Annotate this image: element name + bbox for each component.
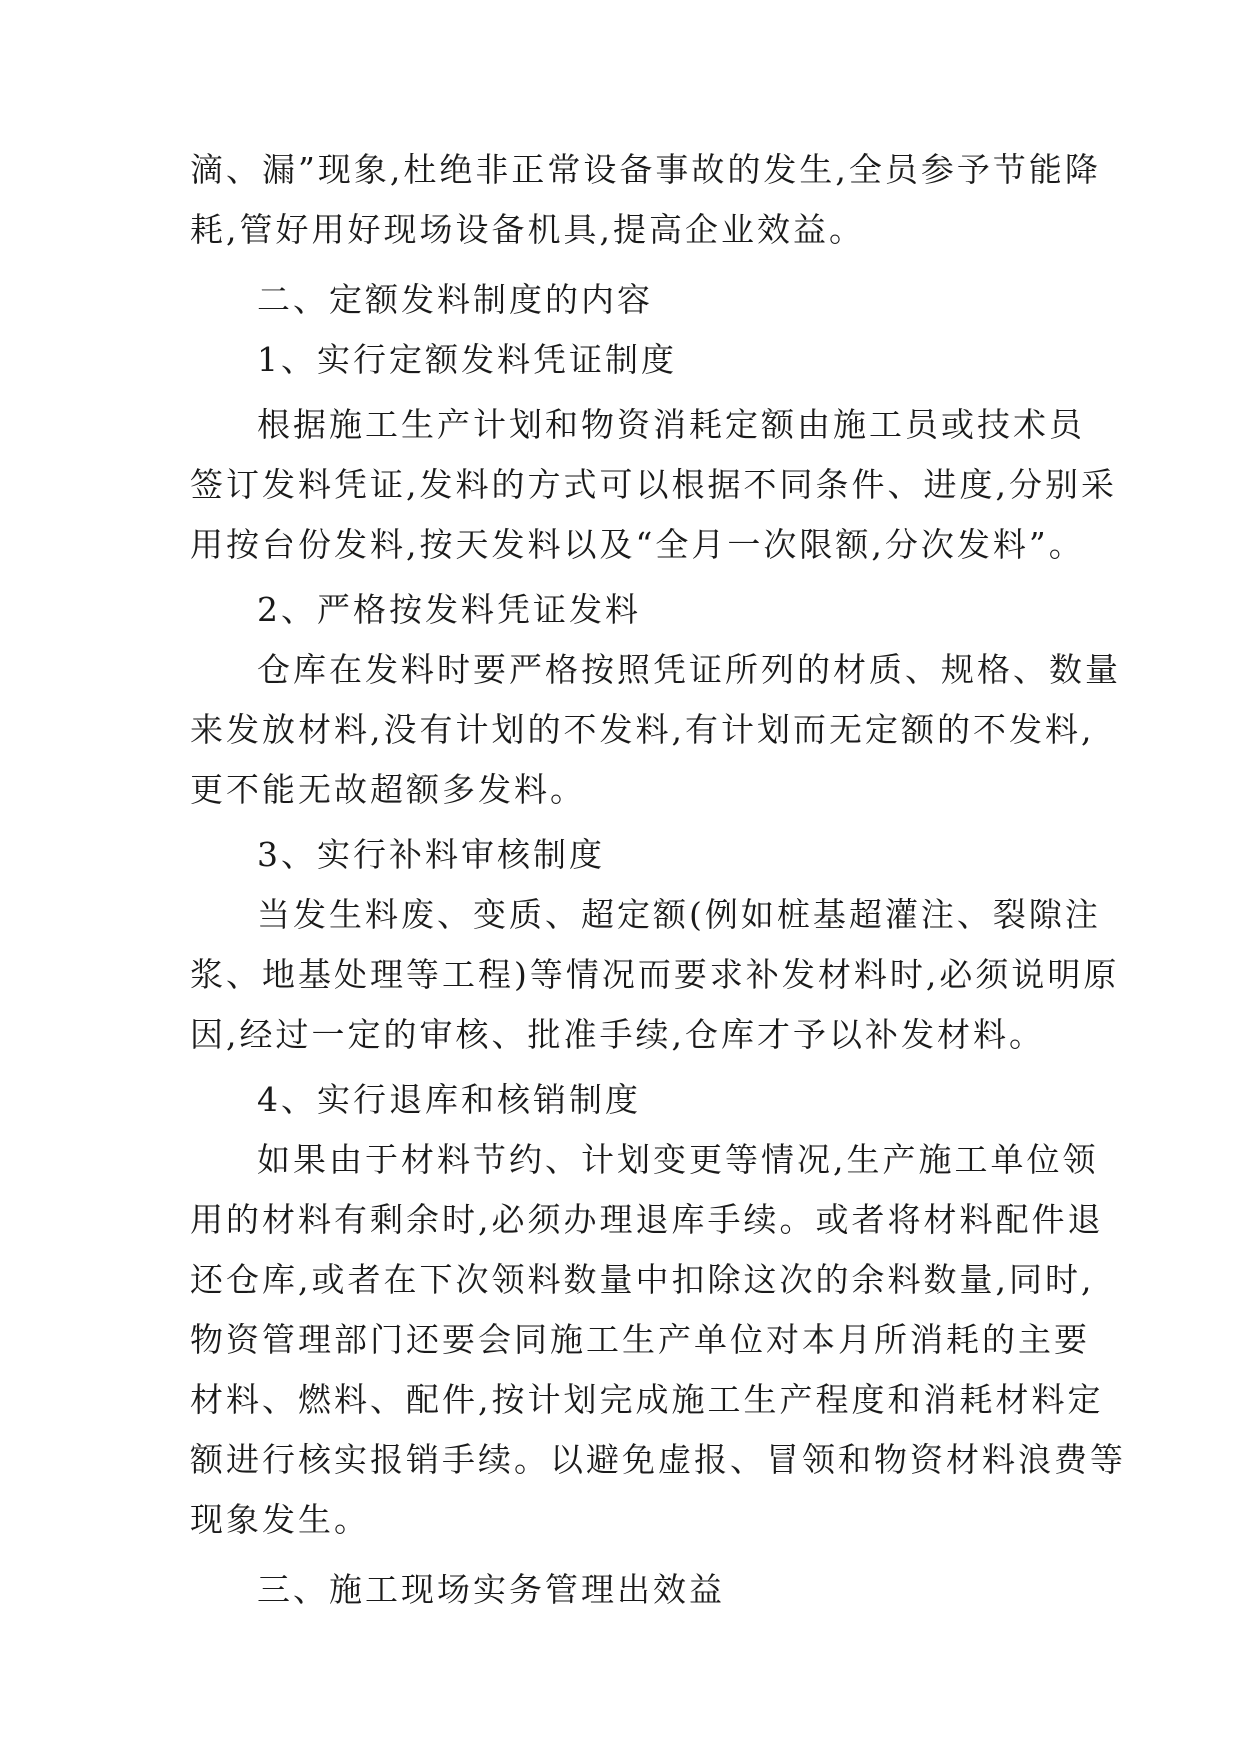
text-line: 浆、地基处理等工程)等情况而要求补发材料时,必须说明原 [190, 955, 1120, 994]
paragraph-first-line: 仓库在发料时要严格按照凭证所列的材质、规格、数量 [257, 650, 1121, 689]
text-line: 耗,管好用好现场设备机具,提高企业效益。 [190, 210, 865, 249]
text-line: 用按台份发料,按天发料以及“全月一次限额,分次发料”。 [190, 525, 1085, 564]
text-line: 材料、燃料、配件,按计划完成施工生产程度和消耗材料定 [190, 1380, 1104, 1419]
section-heading: 三、施工现场实务管理出效益 [257, 1570, 725, 1609]
text-line: 物资管理部门还要会同施工生产单位对本月所消耗的主要 [190, 1320, 1090, 1359]
text-line: 还仓库,或者在下次领料数量中扣除这次的余料数量,同时, [190, 1260, 1095, 1299]
subsection-heading: 2、严格按发料凭证发料 [257, 590, 641, 629]
paragraph-first-line: 根据施工生产计划和物资消耗定额由施工员或技术员 [257, 405, 1085, 444]
section-heading: 二、定额发料制度的内容 [257, 280, 653, 319]
text-line: 现象发生。 [190, 1500, 370, 1539]
paragraph-first-line: 如果由于材料节约、计划变更等情况,生产施工单位领 [257, 1140, 1099, 1179]
subsection-heading: 3、实行补料审核制度 [257, 835, 605, 874]
text-line: 因,经过一定的审核、批准手续,仓库才予以补发材料。 [190, 1015, 1045, 1054]
text-line: 更不能无故超额多发料。 [190, 770, 586, 809]
text-line: 额进行核实报销手续。以避免虚报、冒领和物资材料浪费等 [190, 1440, 1126, 1479]
subsection-heading: 1、实行定额发料凭证制度 [257, 340, 677, 379]
text-line: 滴、漏”现象,杜绝非正常设备事故的发生,全员参予节能降 [190, 150, 1101, 189]
paragraph-first-line: 当发生料废、变质、超定额(例如桩基超灌注、裂隙注 [257, 895, 1101, 934]
subsection-heading: 4、实行退库和核销制度 [257, 1080, 641, 1119]
text-line: 来发放材料,没有计划的不发料,有计划而无定额的不发料, [190, 710, 1095, 749]
text-line: 用的材料有剩余时,必须办理退库手续。或者将材料配件退 [190, 1200, 1104, 1239]
text-line: 签订发料凭证,发料的方式可以根据不同条件、进度,分别采 [190, 465, 1117, 504]
